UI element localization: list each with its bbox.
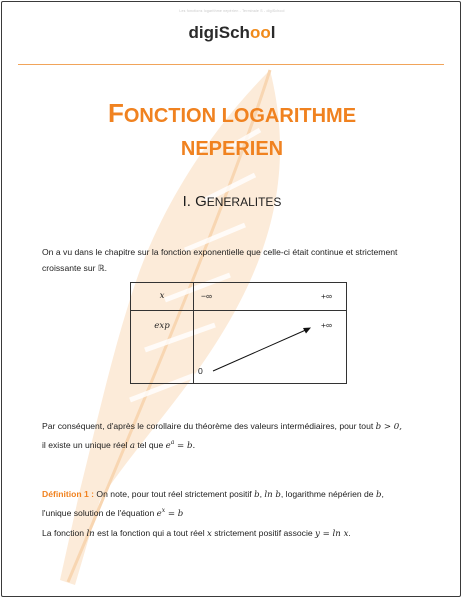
title-line-2: NEPERIEN [180, 138, 284, 160]
increasing-arrow-icon [131, 283, 348, 385]
table-label-x: x [159, 291, 165, 301]
definition-block: Définition 1 : On note, pour tout réel strictement positif b, ln b, logarithme népérien de b, l'unique solution de l'équation $e^x = b$ [42, 489, 384, 519]
table-limit-plus-infinity: +∞ [321, 320, 333, 330]
table-label-exp: exp [154, 321, 170, 331]
logo-accent: oo [249, 23, 271, 42]
definition-label: Définition 1 : [42, 489, 95, 499]
document-header-note: Les fonctions logarithme nepérien - Terminale S - digiSchool [179, 9, 285, 13]
intro-paragraph: On a vu dans le chapitre sur la fonction exponentielle que celle-ci était continue et strictement croissante sur ℝ. [42, 247, 398, 273]
digischool-logo [0, 23, 464, 43]
ln-function-paragraph: La fonction ln est la fonction qui a tout réel x strictement positif associe y = ln x. [42, 528, 351, 539]
logo-prefix: digiSch [188, 23, 250, 42]
corollary-paragraph: Par conséquent, d'après le corollaire du théorème des valeurs intermédiaires, pour tout b > 0, il existe un unique réel a tel que $e^a = b$. [42, 421, 403, 451]
table-plus-infinity: +∞ [321, 291, 333, 301]
variation-table [130, 282, 347, 384]
title-line-1: FONCTION LOGARITHME [107, 98, 357, 128]
header-divider [18, 64, 444, 65]
logo-suffix: l [270, 23, 276, 42]
table-minus-infinity: −∞ [201, 291, 213, 301]
table-limit-zero: 0 [198, 366, 203, 376]
page-title [0, 97, 464, 166]
section-heading: I. GENERALITES [182, 193, 282, 210]
